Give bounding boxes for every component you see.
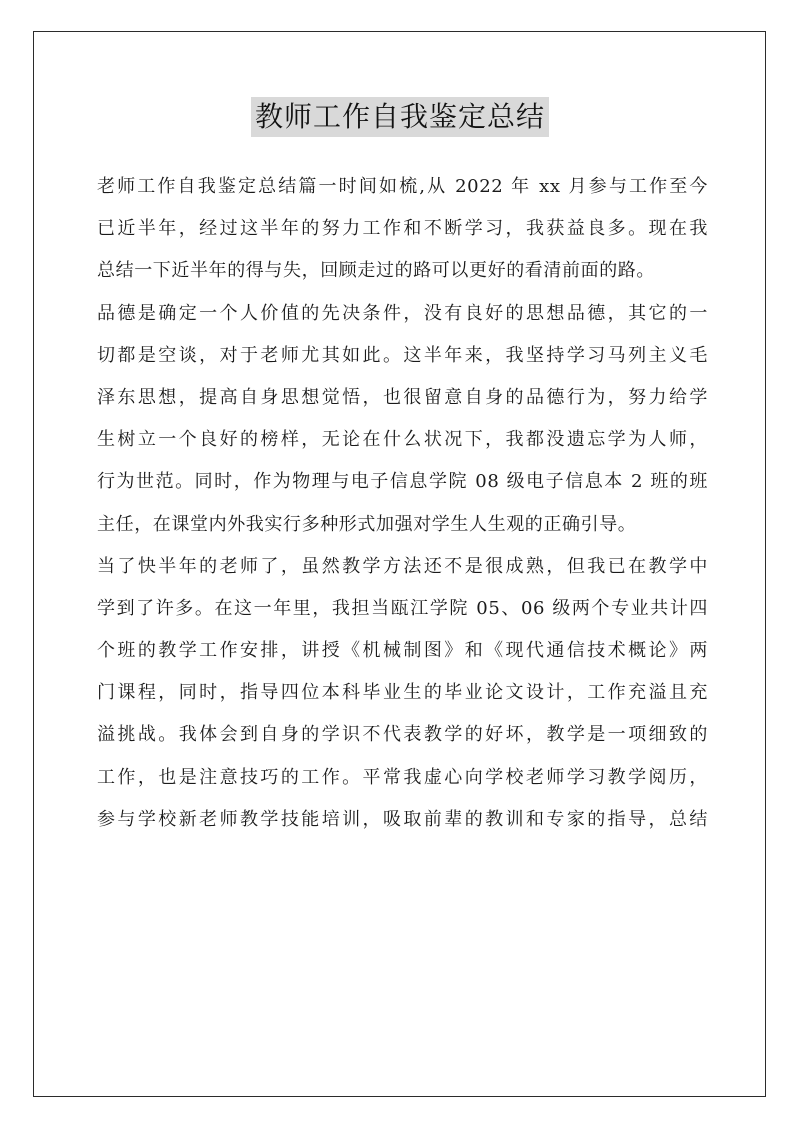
paragraph-line: 学到了许多。在这一年里，我担当瓯江学院 05、06 级两个专业共计四 xyxy=(97,597,708,619)
paragraph-line: 品德是确定一个人价值的先决条件，没有良好的思想品德，其它的一 xyxy=(97,302,708,324)
paragraph-line: 门课程，同时，指导四位本科毕业生的毕业论文设计，工作充溢且充 xyxy=(97,682,708,704)
title-container xyxy=(0,97,800,137)
paragraph-line: 泽东思想，提高自身思想觉悟，也很留意自身的品德行为，努力给学 xyxy=(97,386,708,408)
page-title: 教师工作自我鉴定总结 xyxy=(251,97,549,137)
paragraph-line: 参与学校新老师教学技能培训，吸取前辈的教训和专家的指导，总结 xyxy=(97,808,708,830)
body-text xyxy=(97,166,708,841)
paragraph-line: 已近半年，经过这半年的努力工作和不断学习，我获益良多。现在我 xyxy=(97,218,708,240)
paragraph-line: 生树立一个良好的榜样，无论在什么状况下，我都没遗忘学为人师， xyxy=(97,429,708,451)
paragraph-line: 个班的教学工作安排，讲授《机械制图》和《现代通信技术概论》两 xyxy=(97,640,708,662)
paragraph-line: 行为世范。同时，作为物理与电子信息学院 08 级电子信息本 2 班的班 xyxy=(97,471,708,493)
paragraph-line: 溢挑战。我体会到自身的学识不代表教学的好坏，教学是一项细致的 xyxy=(97,724,708,746)
paragraph-line: 总结一下近半年的得与失，回顾走过的路可以更好的看清前面的路。 xyxy=(97,260,655,282)
paragraph-line: 工作，也是注意技巧的工作。平常我虚心向学校老师学习教学阅历， xyxy=(97,766,708,788)
paragraph-line: 主任，在课堂内外我实行多种形式加强对学生人生观的正确引导。 xyxy=(97,513,637,535)
paragraph-line: 切都是空谈，对于老师尤其如此。这半年来，我坚持学习马列主义毛 xyxy=(97,344,708,366)
paragraph-line: 老师工作自我鉴定总结篇一时间如梳,从 2022 年 xx 月参与工作至今 xyxy=(97,176,708,197)
paragraph-line: 当了快半年的老师了，虽然教学方法还不是很成熟，但我已在教学中 xyxy=(97,555,708,577)
